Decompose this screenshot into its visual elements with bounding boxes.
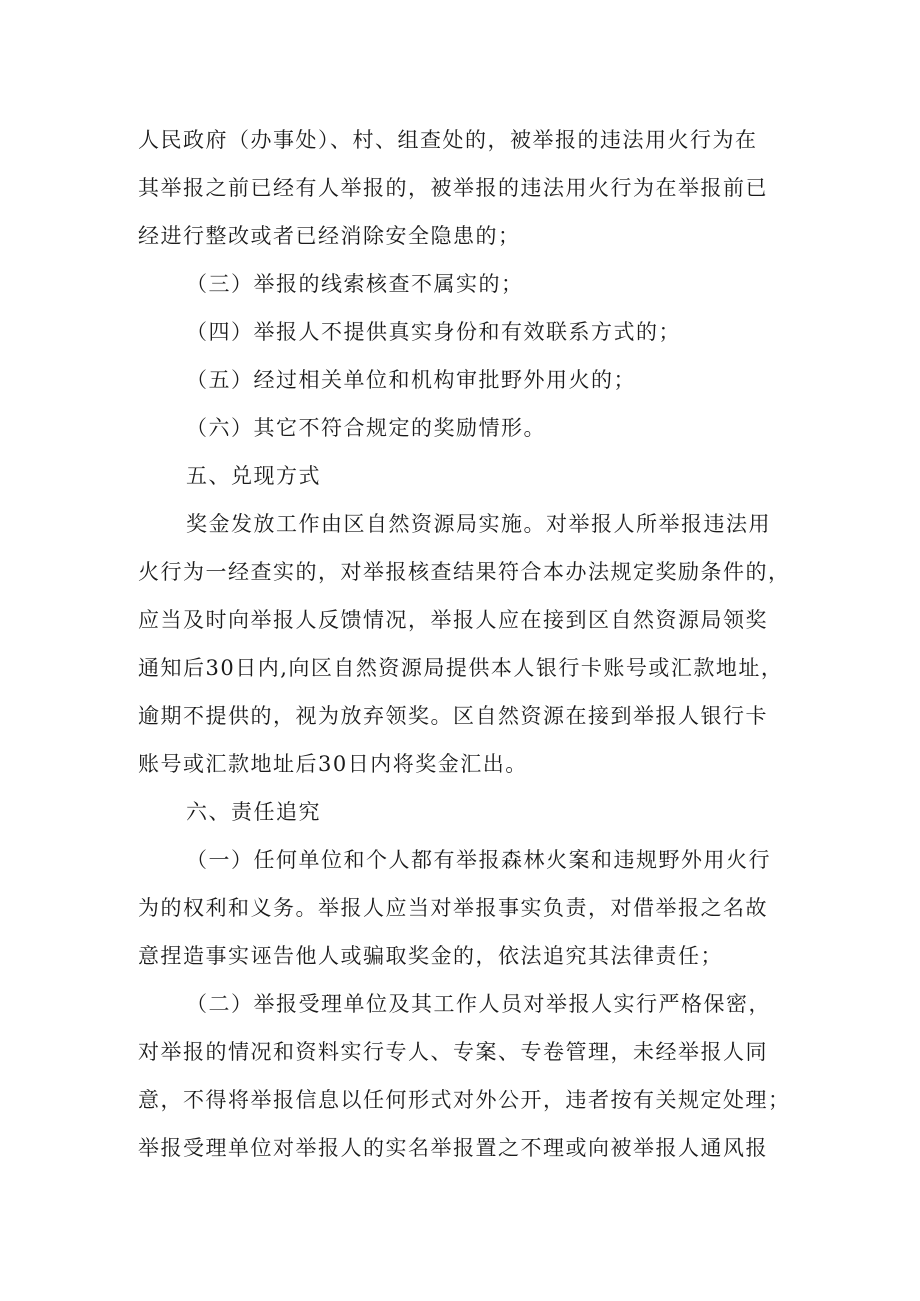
paragraph-line: 账号或汇款地址后30日内将奖金汇出。 [138, 752, 528, 776]
paragraph-line: 举报受理单位对举报人的实名举报置之不理或向被举报人通风报 [138, 1136, 768, 1160]
list-item: （二）举报受理单位及其工作人员对举报人实行严格保密， [186, 992, 771, 1016]
list-item: （一）任何单位和个人都有举报森林火案和违规野外用火行 [186, 848, 771, 872]
paragraph-line: 对举报的情况和资料实行专人、专案、专卷管理，未经举报人同 [138, 1040, 768, 1064]
section-heading: 六、责任追究 [186, 800, 321, 824]
list-item: （四）举报人不提供真实身份和有效联系方式的； [186, 320, 681, 344]
paragraph-line: 应当及时向举报人反馈情况，举报人应在接到区自然资源局领奖 [138, 608, 768, 632]
paragraph-line: 通知后30日内,向区自然资源局提供本人银行卡账号或汇款地址， [138, 656, 784, 680]
list-item: （三）举报的线索核查不属实的； [186, 272, 524, 296]
list-item: （五）经过相关单位和机构审批野外用火的； [186, 368, 636, 392]
paragraph-line: 奖金发放工作由区自然资源局实施。对举报人所举报违法用 [186, 512, 771, 536]
paragraph-line: 逾期不提供的，视为放弃领奖。区自然资源在接到举报人银行卡 [138, 704, 768, 728]
paragraph-line: 意捏造事实诬告他人或骗取奖金的，依法追究其法律责任； [138, 944, 723, 968]
paragraph-line: 人民政府（办事处）、村、组查处的，被举报的违法用火行为在 [138, 128, 758, 152]
list-item: （六）其它不符合规定的奖励情形。 [186, 416, 546, 440]
paragraph-line: 其举报之前已经有人举报的，被举报的违法用火行为在举报前已 [138, 176, 768, 200]
paragraph-line: 为的权利和义务。举报人应当对举报事实负责，对借举报之名故 [138, 896, 768, 920]
section-heading: 五、兑现方式 [186, 464, 321, 488]
paragraph-line: 意，不得将举报信息以任何形式对外公开，违者按有关规定处理； [138, 1088, 791, 1112]
paragraph-line: 经进行整改或者已经消除安全隐患的； [138, 224, 521, 248]
paragraph-line: 火行为一经查实的，对举报核查结果符合本办法规定奖励条件的， [138, 560, 791, 584]
